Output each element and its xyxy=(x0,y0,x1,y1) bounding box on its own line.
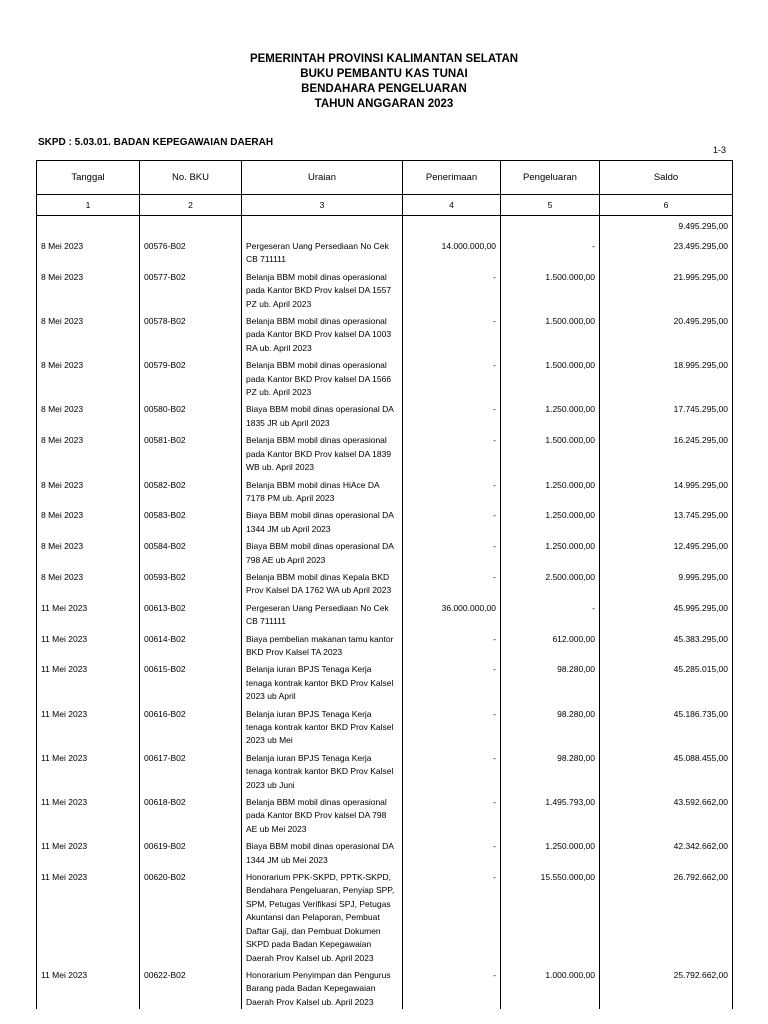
table-row xyxy=(37,836,733,867)
row-bku-number: 00615-B02 xyxy=(140,659,242,703)
row-date: 11 Mei 2023 xyxy=(37,704,140,748)
row-bku-number: 00580-B02 xyxy=(140,399,242,430)
row-bku-number: 00578-B02 xyxy=(140,311,242,355)
table-row xyxy=(37,965,733,1009)
row-description: Belanja BBM mobil dinas operasional pada Kantor BKD Prov kalsel DA 798 AE ub Mei 2023 xyxy=(242,792,403,836)
row-balance: 45.383.295,00 xyxy=(600,629,733,660)
row-date: 11 Mei 2023 xyxy=(37,629,140,660)
row-date: 8 Mei 2023 xyxy=(37,399,140,430)
row-description: Biaya BBM mobil dinas operasional DA 798 AE ub April 2023 xyxy=(242,536,403,567)
row-date: 11 Mei 2023 xyxy=(37,748,140,792)
ledger-body xyxy=(37,216,733,1010)
row-bku-number: 00616-B02 xyxy=(140,704,242,748)
table-row xyxy=(37,311,733,355)
row-date: 8 Mei 2023 xyxy=(37,536,140,567)
row-balance: 16.245.295,00 xyxy=(600,430,733,474)
row-description: Belanja BBM mobil dinas HiAce DA 7178 PM ub. April 2023 xyxy=(242,475,403,506)
row-expenditure: 1.500.000,00 xyxy=(501,355,600,399)
row-bku-number: 00622-B02 xyxy=(140,965,242,1009)
column-header-pengeluaran: Pengeluaran xyxy=(501,161,600,195)
row-description: Honorarium Penyimpan dan Pengurus Barang pada Badan Kepegawaian Daerah Prov Kalsel ub. April 2023 xyxy=(242,965,403,1009)
column-header-penerimaan: Penerimaan xyxy=(403,161,501,195)
row-expenditure: 1.250.000,00 xyxy=(501,836,600,867)
column-header-saldo: Saldo xyxy=(600,161,733,195)
table-row xyxy=(37,505,733,536)
header-line-book: BUKU PEMBANTU KAS TUNAI xyxy=(300,68,468,80)
row-description: Biaya pembelian makanan tamu kantor BKD Prov Kalsel TA 2023 xyxy=(242,629,403,660)
row-receipt: - xyxy=(403,965,501,1009)
row-bku-number: 00593-B02 xyxy=(140,567,242,598)
row-receipt: - xyxy=(403,355,501,399)
row-balance: 12.495.295,00 xyxy=(600,536,733,567)
row-description: Biaya BBM mobil dinas operasional DA 1835 JR ub April 2023 xyxy=(242,399,403,430)
row-bku-number: 00619-B02 xyxy=(140,836,242,867)
skpd-label: SKPD : 5.03.01. BADAN KEPEGAWAIAN DAERAH xyxy=(38,137,274,148)
row-description: Belanja BBM mobil dinas operasional pada Kantor BKD Prov kalsel DA 1003 RA ub. April 2023 xyxy=(242,311,403,355)
row-balance: 45.186.735,00 xyxy=(600,704,733,748)
row-balance: 45.995.295,00 xyxy=(600,598,733,629)
table-row xyxy=(37,267,733,311)
row-date: 8 Mei 2023 xyxy=(37,430,140,474)
column-number: 4 xyxy=(403,195,501,216)
column-header-uraian: Uraian xyxy=(242,161,403,195)
row-receipt: - xyxy=(403,536,501,567)
row-balance: 43.592.662,00 xyxy=(600,792,733,836)
column-number: 2 xyxy=(140,195,242,216)
row-receipt: - xyxy=(403,567,501,598)
table-row xyxy=(37,567,733,598)
row-receipt: - xyxy=(403,792,501,836)
row-receipt: - xyxy=(403,704,501,748)
row-expenditure: 1.250.000,00 xyxy=(501,399,600,430)
row-balance: 21.995.295,00 xyxy=(600,267,733,311)
row-date: 8 Mei 2023 xyxy=(37,355,140,399)
opening-balance: 9.495.295,00 xyxy=(600,216,733,237)
table-row xyxy=(37,748,733,792)
row-date: 8 Mei 2023 xyxy=(37,475,140,506)
row-balance: 25.792.662,00 xyxy=(600,965,733,1009)
row-receipt: - xyxy=(403,867,501,965)
row-expenditure: - xyxy=(501,236,600,267)
row-receipt: - xyxy=(403,629,501,660)
row-description: Belanja iuran BPJS Tenaga Kerja tenaga kontrak kantor BKD Prov Kalsel 2023 ub Mei xyxy=(242,704,403,748)
row-date: 11 Mei 2023 xyxy=(37,965,140,1009)
row-description: Belanja BBM mobil dinas operasional pada Kantor BKD Prov kalsel DA 1566 PZ ub. April 2023 xyxy=(242,355,403,399)
row-expenditure: 612.000,00 xyxy=(501,629,600,660)
row-balance: 17.745.295,00 xyxy=(600,399,733,430)
row-date: 8 Mei 2023 xyxy=(37,311,140,355)
row-description: Honorarium PPK-SKPD, PPTK-SKPD, Bendahara Pengeluaran, Penyiap SPP, SPM, Petugas Verifikasi SPJ, Petugas Akuntansi dan Pelaporan, Pembuat Daftar Gaji, dan Pembuat Dokumen SKPD pada Badan Kepegawaian Daerah Prov Kalsel ub. April 2023 xyxy=(242,867,403,965)
column-number-row xyxy=(37,195,733,216)
row-balance: 18.995.295,00 xyxy=(600,355,733,399)
row-expenditure: 1.500.000,00 xyxy=(501,267,600,311)
row-date: 11 Mei 2023 xyxy=(37,659,140,703)
table-row xyxy=(37,792,733,836)
row-expenditure: 1.500.000,00 xyxy=(501,430,600,474)
row-balance: 9.995.295,00 xyxy=(600,567,733,598)
table-row xyxy=(37,236,733,267)
row-receipt: - xyxy=(403,505,501,536)
table-row xyxy=(37,704,733,748)
row-receipt: 14.000.000,00 xyxy=(403,236,501,267)
cash-ledger-table xyxy=(36,160,733,1009)
row-date: 8 Mei 2023 xyxy=(37,236,140,267)
row-balance: 14.995.295,00 xyxy=(600,475,733,506)
row-expenditure: 1.000.000,00 xyxy=(501,965,600,1009)
row-balance: 23.495.295,00 xyxy=(600,236,733,267)
row-balance: 42.342.662,00 xyxy=(600,836,733,867)
table-row xyxy=(37,867,733,965)
row-expenditure: 1.250.000,00 xyxy=(501,475,600,506)
header-line-treasurer: BENDAHARA PENGELUARAN xyxy=(301,83,467,95)
row-bku-number: 00583-B02 xyxy=(140,505,242,536)
column-number: 6 xyxy=(600,195,733,216)
row-balance: 20.495.295,00 xyxy=(600,311,733,355)
row-description: Belanja iuran BPJS Tenaga Kerja tenaga kontrak kantor BKD Prov Kalsel 2023 ub Juni xyxy=(242,748,403,792)
page-number: 1-3 xyxy=(712,145,726,155)
row-date: 11 Mei 2023 xyxy=(37,792,140,836)
table-row xyxy=(37,536,733,567)
row-bku-number: 00577-B02 xyxy=(140,267,242,311)
row-bku-number: 00620-B02 xyxy=(140,867,242,965)
row-expenditure: 1.495.793,00 xyxy=(501,792,600,836)
table-row xyxy=(37,629,733,660)
row-bku-number: 00613-B02 xyxy=(140,598,242,629)
column-number: 3 xyxy=(242,195,403,216)
row-bku-number: 00582-B02 xyxy=(140,475,242,506)
row-date: 11 Mei 2023 xyxy=(37,836,140,867)
row-date: 8 Mei 2023 xyxy=(37,567,140,598)
row-balance: 26.792.662,00 xyxy=(600,867,733,965)
row-receipt: - xyxy=(403,267,501,311)
table-row xyxy=(37,598,733,629)
column-header-tanggal: Tanggal xyxy=(37,161,140,195)
table-row xyxy=(37,659,733,703)
table-row xyxy=(37,399,733,430)
document-header xyxy=(0,52,768,112)
table-row xyxy=(37,355,733,399)
row-bku-number: 00581-B02 xyxy=(140,430,242,474)
row-description: Belanja iuran BPJS Tenaga Kerja tenaga kontrak kantor BKD Prov Kalsel 2023 ub April xyxy=(242,659,403,703)
row-balance: 13.745.295,00 xyxy=(600,505,733,536)
row-description: Belanja BBM mobil dinas operasional pada Kantor BKD Prov kalsel DA 1839 WB ub. April 2023 xyxy=(242,430,403,474)
row-receipt: 36.000.000,00 xyxy=(403,598,501,629)
row-expenditure: 98.280,00 xyxy=(501,704,600,748)
row-receipt: - xyxy=(403,836,501,867)
row-expenditure: - xyxy=(501,598,600,629)
header-line-fiscal-year: TAHUN ANGGARAN 2023 xyxy=(314,98,454,110)
row-description: Biaya BBM mobil dinas operasional DA 1344 JM ub April 2023 xyxy=(242,505,403,536)
row-expenditure: 98.280,00 xyxy=(501,659,600,703)
row-description: Biaya BBM mobil dinas operasional DA 1344 JM ub Mei 2023 xyxy=(242,836,403,867)
row-balance: 45.088.455,00 xyxy=(600,748,733,792)
column-number: 1 xyxy=(37,195,140,216)
column-header-row xyxy=(37,161,733,195)
row-date: 8 Mei 2023 xyxy=(37,505,140,536)
row-expenditure: 1.250.000,00 xyxy=(501,505,600,536)
row-description: Pergeseran Uang Persediaan No Cek CB 711111 xyxy=(242,236,403,267)
table-row xyxy=(37,475,733,506)
row-receipt: - xyxy=(403,311,501,355)
column-number: 5 xyxy=(501,195,600,216)
row-expenditure: 1.500.000,00 xyxy=(501,311,600,355)
table-row xyxy=(37,430,733,474)
row-bku-number: 00579-B02 xyxy=(140,355,242,399)
row-description: Belanja BBM mobil dinas operasional pada Kantor BKD Prov kalsel DA 1557 PZ ub. April 2023 xyxy=(242,267,403,311)
row-balance: 45.285.015,00 xyxy=(600,659,733,703)
header-line-government: PEMERINTAH PROVINSI KALIMANTAN SELATAN xyxy=(249,53,519,65)
row-expenditure: 98.280,00 xyxy=(501,748,600,792)
row-receipt: - xyxy=(403,399,501,430)
row-date: 8 Mei 2023 xyxy=(37,267,140,311)
opening-balance-row xyxy=(37,216,733,237)
row-expenditure: 15.550.000,00 xyxy=(501,867,600,965)
column-header-no-bku: No. BKU xyxy=(140,161,242,195)
row-receipt: - xyxy=(403,475,501,506)
row-date: 11 Mei 2023 xyxy=(37,867,140,965)
row-receipt: - xyxy=(403,659,501,703)
row-bku-number: 00618-B02 xyxy=(140,792,242,836)
row-receipt: - xyxy=(403,748,501,792)
row-date: 11 Mei 2023 xyxy=(37,598,140,629)
row-expenditure: 2.500.000,00 xyxy=(501,567,600,598)
row-bku-number: 00576-B02 xyxy=(140,236,242,267)
row-bku-number: 00617-B02 xyxy=(140,748,242,792)
row-bku-number: 00614-B02 xyxy=(140,629,242,660)
row-bku-number: 00584-B02 xyxy=(140,536,242,567)
row-expenditure: 1.250.000,00 xyxy=(501,536,600,567)
row-description: Pergeseran Uang Persediaan No Cek CB 711111 xyxy=(242,598,403,629)
row-receipt: - xyxy=(403,430,501,474)
row-description: Belanja BBM mobil dinas Kepala BKD Prov Kalsel DA 1762 WA ub April 2023 xyxy=(242,567,403,598)
